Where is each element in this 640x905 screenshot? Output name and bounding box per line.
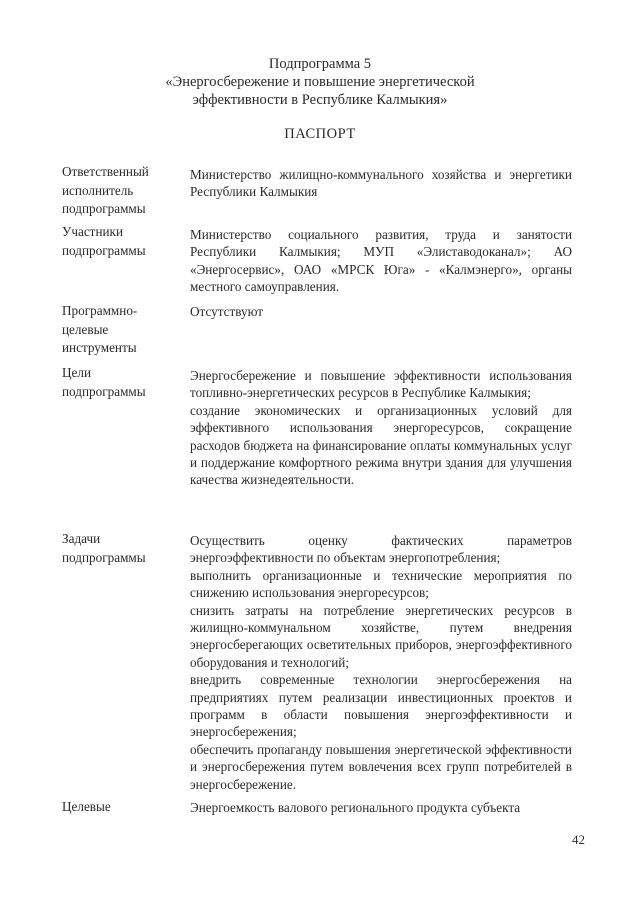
subprogram-heading [0, 55, 640, 109]
label-line: подпрограммы [62, 549, 146, 565]
value-paragraph: создание экономических и организационных условий для эффективного использования энергоресурсов, сокращение расходов бюджета на финансирование оплаты коммунальных услуг и поддержание комфортного режима внутри здания для улучшения качества жизнедеятельности. [190, 402, 572, 488]
label-line: Программно- [62, 303, 138, 318]
subprogram-title-line-1: «Энергосбережение и повышение энергетической [165, 74, 475, 90]
row-value [190, 166, 572, 201]
row-value [190, 367, 572, 489]
value-paragraph: Министерство социального развития, труда и занятости Республики Калмыкия; МУП «Элиставодоканал»; АО «Энергосервис», ОАО «МРСК Юга» - «Калмэнерго», органы местного самоуправления. [190, 227, 572, 295]
label-line: Цели [62, 365, 92, 380]
row-label [62, 798, 180, 817]
label-line: подпрограммы [62, 242, 146, 258]
row-label [62, 163, 180, 219]
label-line: Ответственный [62, 164, 149, 179]
value-paragraph: Министерство жилищно-коммунального хозяйства и энергетики Республики Калмыкия [190, 167, 572, 200]
label-line: инструменты [62, 340, 137, 355]
label-line: подпрограммы [62, 383, 146, 399]
value-paragraph: внедрить современные технологии энергосбережения на предприятиях путем реализации инвестиционных проектов и программ в области повышения энергоэффективности и энергосбережения; [190, 672, 572, 740]
subprogram-number: Подпрограмма 5 [268, 56, 372, 72]
row-value [190, 226, 572, 296]
page-number: 42 [572, 832, 585, 847]
row-value [190, 532, 572, 793]
value-paragraph: снизить затраты на потребление энергетических ресурсов в жилищно-коммунальном хозяйстве, путем внедрения энергосберегающих осветительных приборов, энергоэффективного оборудования и технологий; [190, 602, 572, 670]
row-value [190, 303, 572, 320]
row-label [62, 302, 180, 358]
label-line: исполнитель [62, 182, 134, 198]
value-paragraph: Энергосбережение и повышение эффективности использования топливно-энергетических ресурсов в Республике Калмыкия; [190, 368, 572, 401]
value-paragraph: обеспечить пропаганду повышения энергетической эффективности и энергосбережения путем вовлечения всех групп потребителей в энергосбережение. [190, 741, 572, 792]
row-value [190, 799, 572, 816]
row-label [62, 364, 180, 401]
value-paragraph: Осуществить оценку фактических параметров энергоэффективности по объектам энергопотребления; [190, 533, 572, 566]
label-line: Задачи [62, 531, 101, 546]
label-line: Участники [62, 224, 124, 239]
passport-title: ПАСПОРТ [284, 126, 356, 142]
value-paragraph: выполнить организационные и технические мероприятия по снижению использования энергоресурсов; [190, 567, 572, 601]
row-label [62, 223, 180, 260]
row-label [62, 530, 180, 567]
label-line: Целевые [62, 799, 111, 814]
subprogram-title-line-2: эффективности в Республике Калмыкия» [192, 92, 448, 108]
label-line: подпрограммы [62, 201, 146, 216]
label-line: целевые [62, 321, 109, 337]
value-paragraph: Энергоемкость валового регионального продукта субъекта [190, 800, 521, 815]
value-paragraph: Отсутствуют [190, 304, 264, 319]
